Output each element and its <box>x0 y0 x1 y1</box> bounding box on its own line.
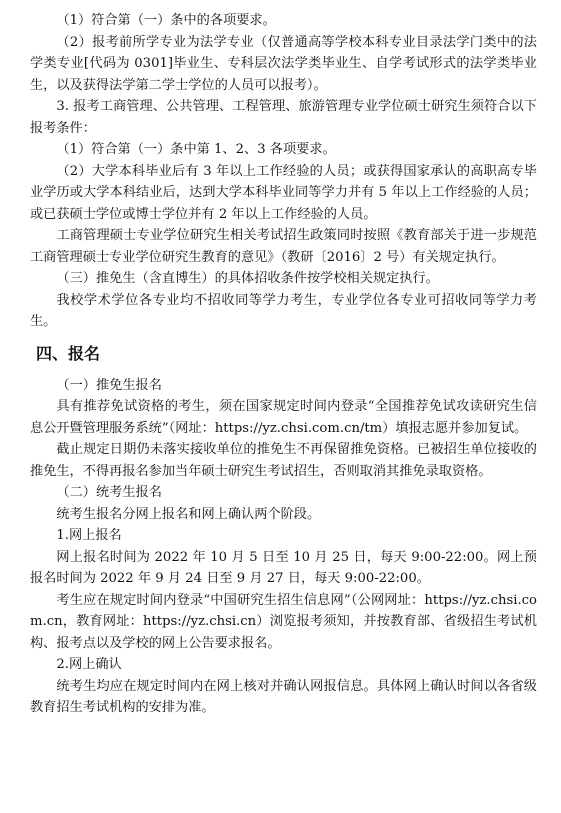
paragraph: （1）符合第（一）条中的各项要求。 <box>56 13 276 28</box>
paragraph: 网上报名时间为 2022 年 10 月 5 日至 10 月 25 日，每天 9:00-22:00。网上预报名时间为 2022 年 9 月 24 日至 9 月 27 日，每天 9:00-22:00。 <box>30 549 537 586</box>
subsection-title: （一）推免生报名 <box>56 377 162 393</box>
paragraph: （2）报考前所学专业为法学专业（仅普通高等学校本科专业目录法学门类中的法学类专业[代码为 0301]毕业生、专科层次法学类毕业生、自学考试形式的法学类毕业生，以及获得法学第二学士学位的人员可以报考）。 <box>30 34 537 93</box>
paragraph: 工商管理硕士专业学位研究生相关考试招生政策同时按照《教育部关于进一步规范工商管理硕士专业学位研究生教育的意见》（教研〔2016〕2 号）有关规定执行。 <box>30 228 537 265</box>
subsection-title: 2.网上确认 <box>56 657 122 672</box>
paragraph: 3. 报考工商管理、公共管理、工程管理、旅游管理专业学位硕士研究生须符合以下报考条件： <box>30 99 537 136</box>
paragraph: 统考生报名分网上报名和网上确认两个阶段。 <box>56 506 321 522</box>
paragraph: 统考生均应在规定时间内在网上核对并确认网报信息。具体网上确认时间以各省级教育招生考试机构的安排为准。 <box>30 678 537 715</box>
section-heading: 四、报名 <box>36 343 101 363</box>
paragraph: 截止规定日期仍未落实接收单位的推免生不再保留推免资格。已被招生单位接收的推免生，不得再报名参加当年硕士研究生考试招生，否则取消其推免录取资格。 <box>30 442 537 479</box>
subsection-title: （二）统考生报名 <box>56 485 162 500</box>
paragraph: 考生应在规定时间内登录“中国研究生招生信息网”（公网网址：https://yz.chsi.com.cn，教育网址：https://yz.chsi.cn）浏览报考须知，并按教育部、省级招生考试机构、报考点以及学校的网上公告要求报名。 <box>30 592 537 651</box>
subsection-title: 1.网上报名 <box>56 528 122 543</box>
paragraph: （2）大学本科毕业后有 3 年以上工作经验的人员；或获得国家承认的高职高专毕业学历或大学本科结业后，达到大学本科毕业同等学力并有 5 年以上工作经验的人员；或已获硕士学位或博士学位并有 2 年以上工作经验的人员。 <box>30 163 537 222</box>
paragraph: （1）符合第（一）条中第 1、2、3 各项要求。 <box>56 142 336 157</box>
paragraph: 具有推荐免试资格的考生，须在国家规定时间内登录“全国推荐免试攻读研究生信息公开暨管理服务系统”（网址：https://yz.chsi.com.cn/tm）填报志愿并参加复试。 <box>30 399 537 436</box>
paragraph: 我校学术学位各专业均不招收同等学力考生，专业学位各专业可招收同等学力考生。 <box>30 292 537 329</box>
paragraph: （三）推免生（含直博生）的具体招收条件按学校相关规定执行。 <box>56 271 439 286</box>
